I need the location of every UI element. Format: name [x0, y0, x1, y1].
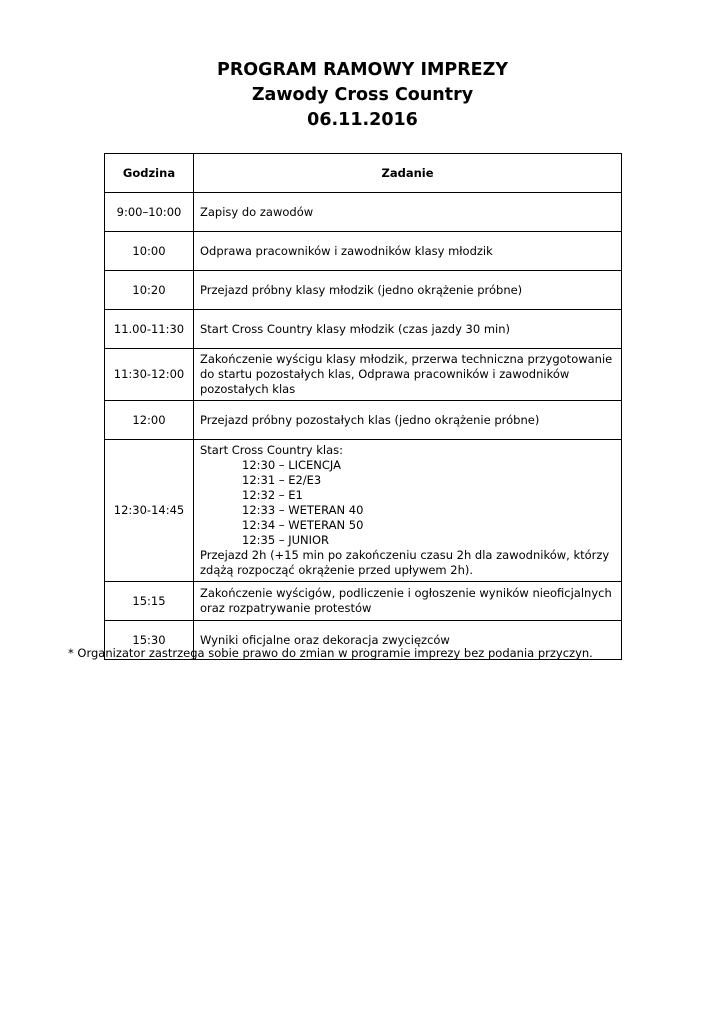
- row-task: Odprawa pracowników i zawodników klasy młodzik: [194, 232, 622, 271]
- document-title: [0, 58, 725, 133]
- row-task: Start Cross Country klasy młodzik (czas jazdy 30 min): [194, 310, 622, 349]
- row-time: 11.00-11:30: [105, 310, 194, 349]
- start-entry: 12:30 – LICENCJA: [242, 458, 341, 472]
- start-entry: 12:31 – E2/E3: [242, 473, 322, 487]
- table-header-row: [105, 154, 622, 193]
- title-line-2: Zawody Cross Country: [251, 85, 474, 105]
- row-time: 12:00: [105, 401, 194, 440]
- row-time: 11:30-12:00: [105, 349, 194, 401]
- row-time: 9:00–10:00: [105, 193, 194, 232]
- row-time: 10:00: [105, 232, 194, 271]
- table-row: [105, 401, 622, 440]
- row-task: Przejazd próbny klasy młodzik (jedno okrążenie próbne): [194, 271, 622, 310]
- row-time: 15:30: [105, 621, 194, 660]
- start-entry: 12:32 – E1: [242, 488, 303, 502]
- table-row: [105, 310, 622, 349]
- table-row: [105, 349, 622, 401]
- table-row: [105, 271, 622, 310]
- schedule-table: [104, 153, 622, 660]
- row-task: Zakończenie wyścigów, podliczenie i ogłoszenie wyników nieoficjalnych oraz rozpatrywanie protestów: [194, 582, 622, 621]
- title-line-3: 06.11.2016: [307, 110, 418, 130]
- row-time: 10:20: [105, 271, 194, 310]
- row-task: Zapisy do zawodów: [194, 193, 622, 232]
- row-task: [194, 440, 622, 582]
- table-row: [105, 440, 622, 582]
- table-row: [105, 232, 622, 271]
- start-entry: 12:34 – WETERAN 50: [242, 518, 364, 532]
- start-entry: 12:35 – JUNIOR: [242, 533, 330, 547]
- table-row: [105, 582, 622, 621]
- header-time: Godzina: [105, 154, 194, 193]
- row-time: 15:15: [105, 582, 194, 621]
- row-time: 12:30-14:45: [105, 440, 194, 582]
- start-intro: Start Cross Country klas:: [200, 443, 344, 457]
- footnote: * Organizator zastrzega sobie prawo do zmian w programie imprezy bez podania przyczyn.: [68, 646, 593, 660]
- header-task: Zadanie: [194, 154, 622, 193]
- start-entry: 12:33 – WETERAN 40: [242, 503, 364, 517]
- row-task: Zakończenie wyścigu klasy młodzik, przerwa techniczna przygotowanie do startu pozostałych klas, Odprawa pracowników i zawodników pozostałych klas: [194, 349, 622, 401]
- start-outro: Przejazd 2h (+15 min po zakończeniu czasu 2h dla zawodników, którzy zdążą rozpocząć okrążenie przed upływem 2h).: [200, 548, 610, 577]
- row-task: Przejazd próbny pozostałych klas (jedno okrążenie próbne): [194, 401, 622, 440]
- row-task: Wyniki oficjalne oraz dekoracja zwycięzców: [194, 621, 622, 660]
- table-row: [105, 193, 622, 232]
- title-line-1: PROGRAM RAMOWY IMPREZY: [217, 60, 508, 80]
